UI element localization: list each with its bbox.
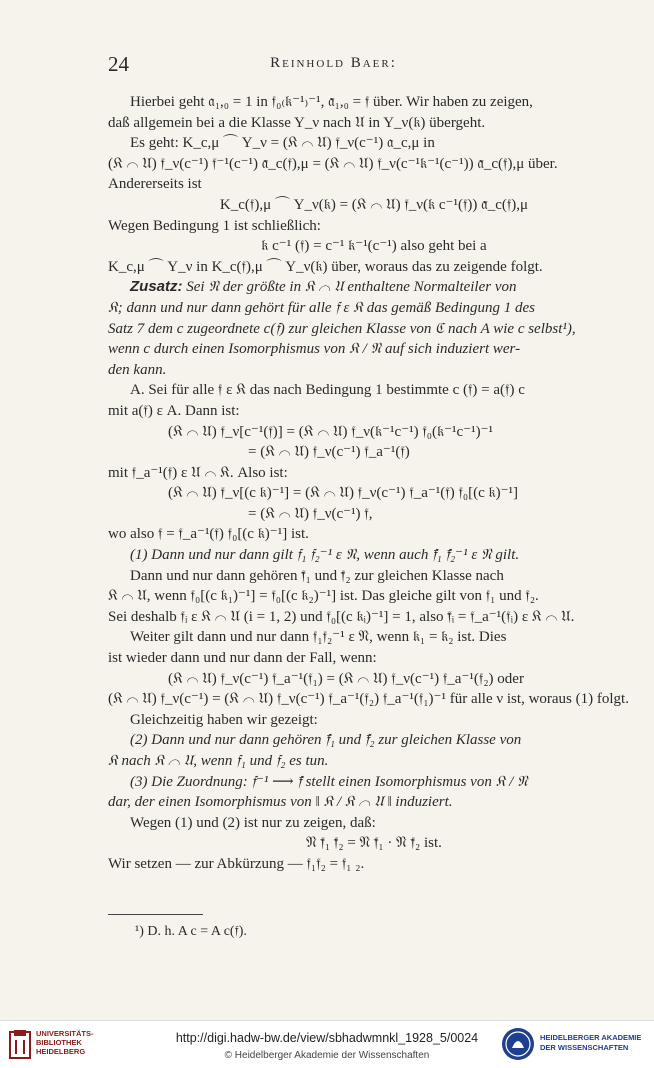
- text-line: Weiter gilt dann und nur dann 𝔣₁𝔣₂⁻¹ ε 𝔑, wenn 𝔨₁ = 𝔨₂ ist. Dies: [130, 629, 507, 646]
- text-line: Sei deshalb 𝔣ᵢ ε 𝔎 ⌒ 𝔘 (i = 1, 2) und 𝔣₀[(c 𝔨ᵢ)⁻¹] = 1, also 𝔣̄ᵢ = 𝔣_a⁻¹(𝔣ᵢ) ε 𝔎 ⌒ 𝔘.: [108, 608, 575, 625]
- text-line: 𝔎 nach 𝔎 ⌒ 𝔘, wenn 𝔣₁ und 𝔣₂ es tun.: [108, 753, 329, 769]
- formula-line: = (𝔎 ⌒ 𝔘) 𝔣_ν(c⁻¹) 𝔣,: [248, 505, 373, 522]
- text-line: 𝔎 ⌒ 𝔘, wenn 𝔣₀[(c 𝔨₁)⁻¹] = 𝔣₀[(c 𝔨₂)⁻¹] ist. Das gleiche gilt von 𝔣₁ und 𝔣₂.: [108, 588, 539, 605]
- running-head-author: Reinhold Baer:: [270, 55, 397, 71]
- text-line: (2) Dann und nur dann gehören 𝔣̄₁ und 𝔣̄₂ zur gleichen Klasse von: [130, 732, 522, 749]
- formula-line: 𝔑 𝔣̄₁ 𝔣̄₂ = 𝔑 𝔣̄₁ · 𝔑 𝔣̄₂ ist.: [306, 835, 442, 852]
- permalink-url[interactable]: http://digi.hadw-bw.de/view/sbhadwmnkl_1928_5/0024: [175, 1031, 479, 1045]
- formula-line: K_c(𝔣),μ ⌒ Y_ν(𝔨) = (𝔎 ⌒ 𝔘) 𝔣_ν(𝔨 c⁻¹(𝔣)) 𝔞̄_c(𝔣),μ: [219, 196, 529, 213]
- formula-line: (𝔎 ⌒ 𝔘) 𝔣_ν(c⁻¹) 𝔣_a⁻¹(𝔣₁) = (𝔎 ⌒ 𝔘) 𝔣_ν(c⁻¹) 𝔣_a⁻¹(𝔣₂) oder: [168, 670, 524, 687]
- text-line: (1) Dann und nur dann gilt 𝔣₁ 𝔣₂⁻¹ ε 𝔑, wenn auch 𝔣̄₁ 𝔣̄₂⁻¹ ε 𝔑 gilt.: [130, 547, 520, 564]
- text-line: wenn c durch einen Isomorphismus von 𝔎 / 𝔑 auf sich induziert wer-: [108, 341, 521, 358]
- text-line: Andererseits ist: [108, 176, 202, 193]
- text-line: Wir setzen — zur Abkürzung — 𝔣₁𝔣₂ = 𝔣₁ ₂.: [108, 855, 365, 872]
- text-line: den kann.: [108, 361, 167, 378]
- formula-line: 𝔨 c⁻¹ (𝔣) = c⁻¹ 𝔨⁻¹(c⁻¹) also geht bei a: [261, 238, 487, 255]
- footnote: ¹) D. h. A c = A c(𝔣).: [135, 924, 247, 939]
- text-line: Wegen Bedingung 1 ist schließlich:: [108, 217, 321, 234]
- text-line: ist wieder dann und nur dann der Fall, wenn:: [108, 650, 377, 667]
- text-line: dar, der einen Isomorphismus von ‖ 𝔎 / 𝔎 ⌒ 𝔘 ‖ induziert.: [108, 794, 453, 811]
- formula-line: (𝔎 ⌒ 𝔘) 𝔣_ν[c⁻¹(𝔣)] = (𝔎 ⌒ 𝔘) 𝔣_ν(𝔨⁻¹c⁻¹) 𝔣₀(𝔨⁻¹c⁻¹)⁻¹: [168, 423, 494, 440]
- text-line: Wegen (1) und (2) ist nur zu zeigen, daß:: [130, 814, 376, 831]
- academy-seal-icon: [500, 1026, 536, 1062]
- university-library-logo-icon: [8, 1028, 32, 1060]
- running-header: [108, 52, 559, 74]
- text-line: (3) Die Zuordnung: 𝔣⁻¹ ⟶ 𝔣̄ stellt einen Isomorphismus von 𝔎 / 𝔑: [130, 773, 528, 790]
- formula-line: (𝔎 ⌒ 𝔘) 𝔣_ν[(c 𝔨)⁻¹] = (𝔎 ⌒ 𝔘) 𝔣_ν(c⁻¹) 𝔣_a⁻¹(𝔣) 𝔣₀[(c 𝔨)⁻¹]: [168, 485, 519, 502]
- zusatz-line: [108, 277, 640, 298]
- formula-line: = (𝔎 ⌒ 𝔘) 𝔣_ν(c⁻¹) 𝔣_a⁻¹(𝔣): [248, 444, 410, 461]
- text-line: A. Sei für alle 𝔣 ε 𝔎 das nach Bedingung 1 bestimmte c (𝔣) = a(𝔣) c: [130, 382, 525, 399]
- text-line: mit 𝔣_a⁻¹(𝔣) ε 𝔘 ⌒ 𝔎. Also ist:: [108, 464, 288, 481]
- viewer-footer: [0, 1020, 654, 1068]
- formula-line: (𝔎 ⌒ 𝔘) 𝔣_ν(c⁻¹) = (𝔎 ⌒ 𝔘) 𝔣_ν(c⁻¹) 𝔣_a⁻¹(𝔣₂) 𝔣_a⁻¹(𝔣₁)⁻¹ für alle ν ist, woraus (1) folgt.: [108, 691, 629, 708]
- text-line: Satz 7 dem c zugeordnete c(𝔣) zur gleichen Klasse von ℭ nach A wie c selbst¹),: [108, 320, 576, 337]
- zusatz-label: Zusatz:: [130, 278, 183, 296]
- university-library-name: UNIVERSITÄTS- BIBLIOTHEK HEIDELBERG: [36, 1029, 94, 1056]
- footnote-rule: [108, 914, 203, 915]
- zusatz-text: Sei 𝔑 der größte in 𝔎 ⌒ 𝔘 enthaltene Normalteiler von: [182, 279, 517, 296]
- text-line: daß allgemein bei a die Klasse Y_ν nach 𝔘 in Y_ν(𝔨) übergeht.: [108, 114, 486, 131]
- body-text: [108, 92, 640, 875]
- text-line: K_c,μ ⌒ Y_ν in K_c(𝔣),μ ⌒ Y_ν(𝔨) über, woraus das zu zeigende folgt.: [108, 258, 543, 275]
- page-number: 24: [108, 52, 129, 76]
- text-line: Gleichzeitig haben wir gezeigt:: [130, 711, 318, 728]
- text-line: mit a(𝔣) ε A. Dann ist:: [108, 402, 240, 419]
- text-line: Hierbei geht 𝔞₁,₀ = 1 in 𝔣₀₍𝔨⁻¹₎⁻¹, 𝔞̄₁,₀ = 𝔣 über. Wir haben zu zeigen,: [130, 94, 533, 110]
- text-line: Es geht: K_c,μ ⌒ Y_ν = (𝔎 ⌒ 𝔘) 𝔣_ν(c⁻¹) 𝔞_c,μ in: [130, 135, 435, 152]
- text-line: wo also 𝔣 = 𝔣_a⁻¹(𝔣) 𝔣₀[(c 𝔨)⁻¹] ist.: [108, 526, 309, 543]
- text-line: (𝔎 ⌒ 𝔘) 𝔣_ν(c⁻¹) 𝔣⁻¹(c⁻¹) 𝔞̄_c(𝔣),μ = (𝔎 ⌒ 𝔘) 𝔣_ν(c⁻¹𝔨⁻¹(c⁻¹)) 𝔞̄_c(𝔣),μ über.: [108, 155, 558, 172]
- text-line: Dann und nur dann gehören 𝔣̄₁ und 𝔣̄₂ zur gleichen Klasse nach: [130, 567, 504, 584]
- text-line: 𝔎; dann und nur dann gehört für alle 𝔣 ε 𝔎 das gemäß Bedingung 1 des: [108, 299, 536, 316]
- copyright-notice: © Heidelberger Akademie der Wissenschaften: [224, 1050, 430, 1061]
- academy-name: HEIDELBERGER AKADEMIE DER WISSENSCHAFTEN: [540, 1033, 642, 1052]
